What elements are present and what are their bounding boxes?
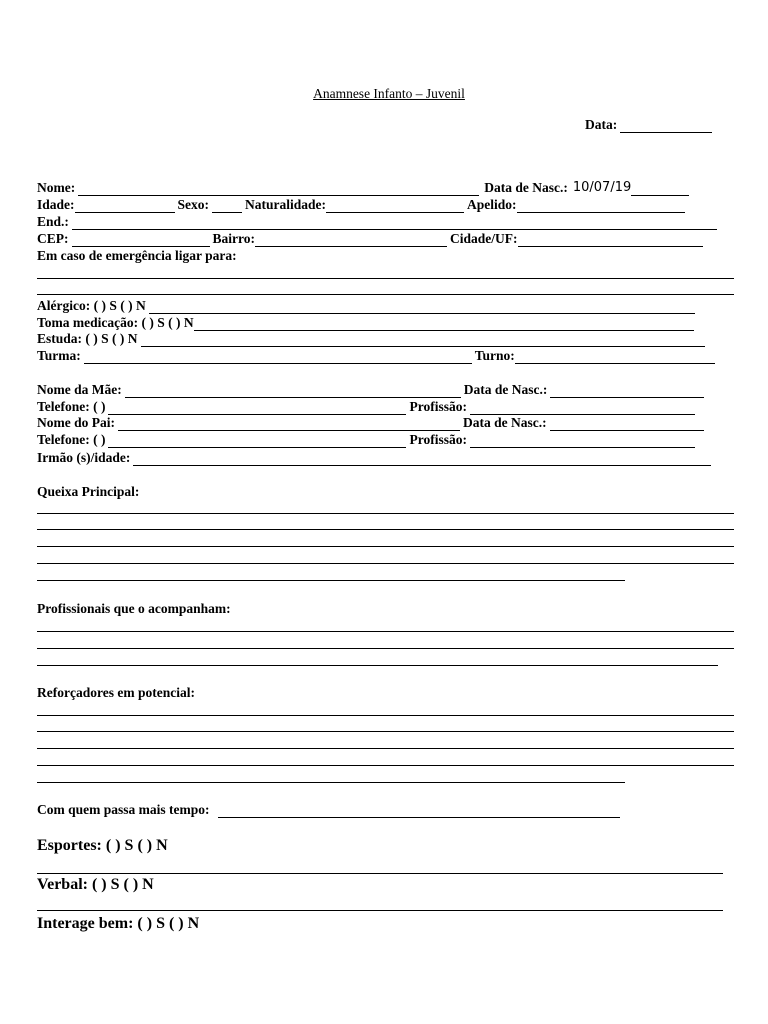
medicacao-row <box>37 315 697 331</box>
medicacao-label: Toma medicação: ( ) S ( ) N <box>37 315 194 330</box>
estuda-field[interactable] <box>141 334 705 347</box>
emergencia-field-1[interactable] <box>37 278 734 279</box>
turno-label: Turno: <box>474 348 515 363</box>
queixa-line-4[interactable] <box>37 563 734 564</box>
date-field[interactable] <box>620 120 712 133</box>
naturalidade-field[interactable] <box>326 200 464 213</box>
esportes-line[interactable] <box>37 873 723 874</box>
irmaos-row <box>37 450 714 466</box>
profissao-pai-label: Profissão: <box>409 432 467 447</box>
end-row <box>37 214 720 230</box>
telefone-pai-field[interactable] <box>108 435 406 448</box>
profissionais-label: Profissionais que o acompanham: <box>37 601 231 616</box>
nome-mae-field[interactable] <box>125 385 461 398</box>
turno-field[interactable] <box>515 351 715 364</box>
sexo-field[interactable] <box>212 200 242 213</box>
telefone-mae-label: Telefone: ( ) <box>37 399 106 414</box>
turma-label: Turma: <box>37 348 81 363</box>
queixa-line-2[interactable] <box>37 529 734 530</box>
telefone-mae-field[interactable] <box>108 402 406 415</box>
data-nasc-label: Data de Nasc.: <box>484 180 568 195</box>
end-label: End.: <box>37 214 69 229</box>
nome-pai-field[interactable] <box>118 418 460 431</box>
emergencia-label: Em caso de emergência ligar para: <box>37 248 237 263</box>
data-nasc-pai-label: Data de Nasc.: <box>463 415 547 430</box>
medicacao-field[interactable] <box>194 318 694 331</box>
profissionais-line-3[interactable] <box>37 665 718 666</box>
cep-row <box>37 231 706 247</box>
profissao-pai-field[interactable] <box>470 435 695 448</box>
nome-mae-label: Nome da Mãe: <box>37 382 122 397</box>
data-nasc-mae-field[interactable] <box>550 385 704 398</box>
sexo-label: Sexo: <box>177 197 210 212</box>
reforcadores-line-3[interactable] <box>37 748 734 749</box>
alergico-row <box>37 298 698 314</box>
idade-label: Idade: <box>37 197 75 212</box>
apelido-label: Apelido: <box>467 197 517 212</box>
com-quem-label: Com quem passa mais tempo: <box>37 802 210 817</box>
data-nasc-value: 10/07/19 <box>572 180 632 195</box>
reforcadores-line-1[interactable] <box>37 715 734 716</box>
naturalidade-label: Naturalidade: <box>245 197 327 212</box>
idade-row <box>37 197 688 213</box>
idade-field[interactable] <box>75 200 175 213</box>
nome-row <box>37 180 692 196</box>
cep-field[interactable] <box>72 234 210 247</box>
nome-pai-label: Nome do Pai: <box>37 415 115 430</box>
com-quem-field[interactable] <box>218 805 620 818</box>
telefone-mae-row <box>37 399 698 415</box>
turma-field[interactable] <box>84 351 472 364</box>
verbal-line[interactable] <box>37 910 723 911</box>
bairro-label: Bairro: <box>212 231 255 246</box>
bairro-field[interactable] <box>255 234 447 247</box>
profissionais-line-1[interactable] <box>37 631 734 632</box>
data-nasc-mae-label: Data de Nasc.: <box>463 382 548 397</box>
turma-row <box>37 348 718 364</box>
apelido-field[interactable] <box>517 200 685 213</box>
cidade-field[interactable] <box>518 234 703 247</box>
alergico-field[interactable] <box>149 301 695 314</box>
profissao-mae-field[interactable] <box>470 402 695 415</box>
reforcadores-line-4[interactable] <box>37 765 734 766</box>
queixa-line-5[interactable] <box>37 580 625 581</box>
reforcadores-line-2[interactable] <box>37 731 734 732</box>
cep-label: CEP: <box>37 231 69 246</box>
nome-field[interactable] <box>78 183 479 196</box>
verbal-label: Verbal: ( ) S ( ) N <box>37 876 154 893</box>
date-row <box>585 117 715 133</box>
nome-pai-row <box>37 415 707 431</box>
estuda-row <box>37 331 708 347</box>
reforcadores-line-5[interactable] <box>37 782 625 783</box>
form-title: Anamnese Infanto – Juvenil <box>313 86 465 101</box>
esportes-label: Esportes: ( ) S ( ) N <box>37 837 168 854</box>
data-nasc-pai-field[interactable] <box>550 418 704 431</box>
alergico-label: Alérgico: ( ) S ( ) N <box>37 298 146 313</box>
queixa-line-3[interactable] <box>37 546 734 547</box>
interage-label: Interage bem: ( ) S ( ) N <box>37 915 200 932</box>
irmaos-label: Irmão (s)/idade: <box>37 450 131 465</box>
nome-label: Nome: <box>37 180 76 195</box>
telefone-pai-row <box>37 432 698 448</box>
queixa-label: Queixa Principal: <box>37 484 140 499</box>
emergencia-field-2[interactable] <box>37 294 734 295</box>
nome-mae-row <box>37 382 707 398</box>
date-label: Data: <box>585 117 618 132</box>
data-nasc-field[interactable] <box>631 183 689 196</box>
reforcadores-label: Reforçadores em potencial: <box>37 685 195 700</box>
cidade-label: Cidade/UF: <box>450 231 518 246</box>
profissionais-line-2[interactable] <box>37 648 734 649</box>
profissao-mae-label: Profissão: <box>409 399 467 414</box>
irmaos-field[interactable] <box>133 453 711 466</box>
com-quem-row <box>37 802 623 818</box>
telefone-pai-label: Telefone: ( ) <box>37 432 106 447</box>
end-field[interactable] <box>72 217 717 230</box>
estuda-label: Estuda: ( ) S ( ) N <box>37 331 138 346</box>
queixa-line-1[interactable] <box>37 513 734 514</box>
